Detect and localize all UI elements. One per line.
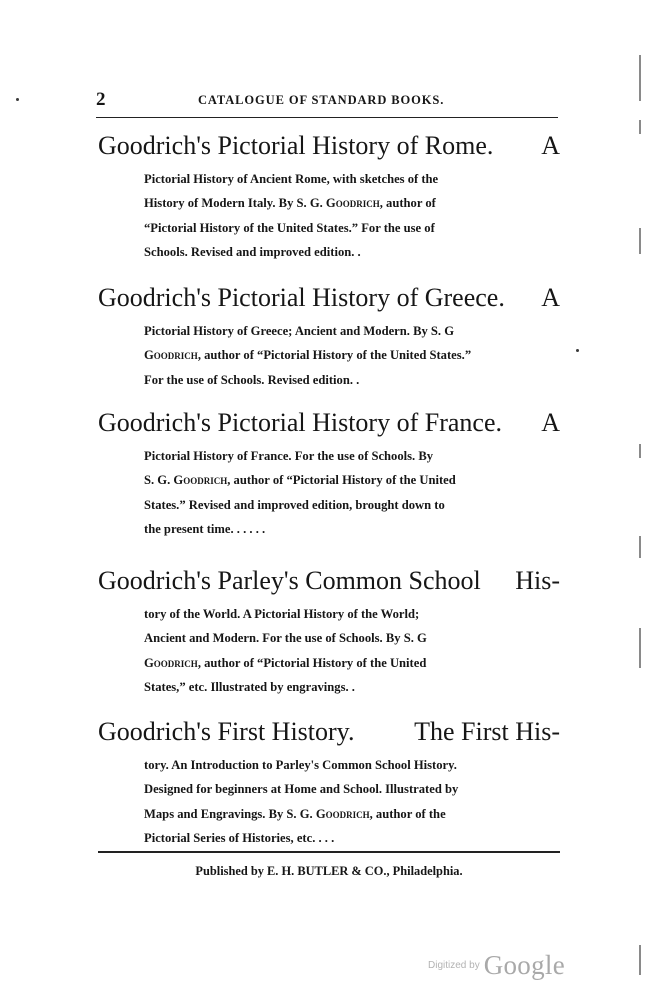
page-edge-rule <box>639 628 641 668</box>
entry-line: States.” Revised and improved edition, brought down to <box>144 497 445 512</box>
entry-heading <box>98 717 560 747</box>
entry-title-continued: A <box>541 408 560 437</box>
author-name: Goodrich <box>315 806 370 821</box>
catalogue-entry <box>98 717 560 851</box>
catalogue-entry <box>98 566 560 700</box>
entry-line: Maps and Engravings. By S. G. Goodrich, author of the <box>144 806 446 821</box>
entry-description <box>144 602 560 700</box>
author-name: Goodrich <box>325 196 380 211</box>
entry-line: History of Modern Italy. By S. G. Goodrich, author of <box>144 196 436 211</box>
entry-title: Goodrich's Parley's Common School <box>98 566 481 595</box>
entry-line: Pictorial History of Ancient Rome, with sketches of the <box>144 172 439 186</box>
page-edge-rule <box>639 120 641 134</box>
entry-title: Goodrich's First History. <box>98 717 355 746</box>
entry-title: Goodrich's Pictorial History of Rome. <box>98 131 494 160</box>
catalogue-entry <box>98 131 560 265</box>
watermark-prefix: Digitized by <box>428 960 480 971</box>
entry-heading <box>98 283 560 313</box>
entry-title-continued: A <box>541 131 560 160</box>
entry-title-continued: The First His- <box>414 717 560 746</box>
page-number: 2 <box>96 89 106 110</box>
entry-heading <box>98 131 560 161</box>
entry-line: Pictorial History of Greece; Ancient and Modern. By S. G <box>144 324 455 338</box>
bottom-rule <box>98 851 560 853</box>
entry-line: For the use of Schools. Revised edition. . <box>144 372 360 387</box>
catalogue-entry <box>98 408 560 542</box>
entry-line: Pictorial Series of Histories, etc. . . . <box>144 831 335 846</box>
page-edge-rule <box>639 228 641 254</box>
author-name: Goodrich <box>144 655 198 670</box>
entry-title: Goodrich's Pictorial History of Greece. <box>98 283 505 312</box>
running-head <box>96 89 558 111</box>
entry-description <box>144 444 560 542</box>
margin-speck <box>576 349 579 352</box>
entry-title-continued: A <box>541 283 560 312</box>
entry-line: Ancient and Modern. For the use of Schools. By S. G <box>144 631 427 646</box>
entry-line: tory of the World. A Pictorial History of the World; <box>144 607 420 621</box>
page-edge-rule <box>639 444 641 458</box>
entry-description <box>144 167 560 265</box>
entry-description <box>144 753 560 851</box>
running-title: CATALOGUE OF STANDARD BOOKS. <box>198 93 445 107</box>
entry-description <box>144 319 560 392</box>
entry-line: Goodrich, author of “Pictorial History of the United <box>144 655 427 670</box>
author-name: Goodrich <box>144 348 198 363</box>
entry-line: “Pictorial History of the United States.” For the use of <box>144 220 435 235</box>
entry-heading <box>98 566 560 596</box>
page-edge-rule <box>639 55 641 101</box>
entry-line: Designed for beginners at Home and School. Illustrated by <box>144 782 459 797</box>
catalogue-entry <box>98 283 560 392</box>
entry-heading <box>98 408 560 438</box>
entry-line: Schools. Revised and improved edition. . <box>144 245 361 260</box>
entry-line: States,” etc. Illustrated by engravings. . <box>144 680 355 695</box>
page-edge-rule <box>639 536 641 558</box>
entry-line: S. G. Goodrich, author of “Pictorial History of the United <box>144 473 456 488</box>
google-logo: Google <box>483 950 565 980</box>
digitized-watermark <box>428 950 565 981</box>
entry-line: tory. An Introduction to Parley's Common School History. <box>144 758 457 772</box>
page-edge-rule <box>639 945 641 975</box>
entry-line: Goodrich, author of “Pictorial History of the United States.” <box>144 348 472 363</box>
top-rule <box>96 117 558 118</box>
publisher-imprint: Published by E. H. BUTLER & CO., Philadelphia. <box>195 864 463 878</box>
margin-speck <box>16 98 19 101</box>
entry-title: Goodrich's Pictorial History of France. <box>98 408 502 437</box>
entry-line: the present time. . . . . . <box>144 522 266 537</box>
entry-line: Pictorial History of France. For the use of Schools. By <box>144 449 434 463</box>
entry-title-continued: His- <box>515 566 560 595</box>
author-name: Goodrich <box>173 473 228 488</box>
